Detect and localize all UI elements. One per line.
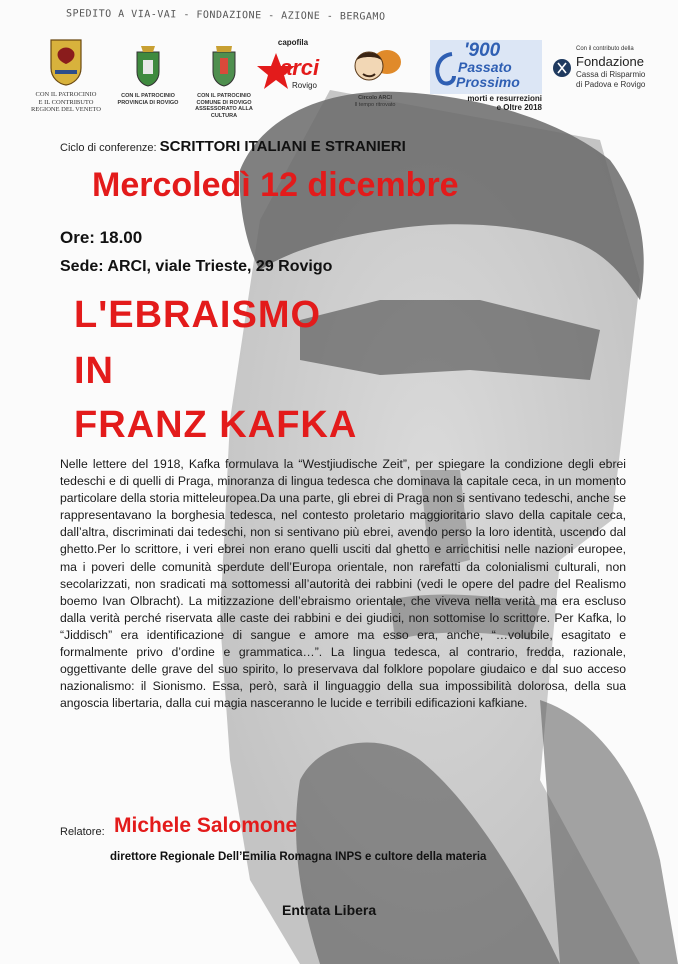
logo-fondazione [552,46,674,92]
logo-caption-provincia-1: CON IL PATROCINIO [121,93,175,99]
city-crest-icon [209,44,239,88]
event-venue: Sede: ARCI, viale Trieste, 29 Rovigo [60,258,333,275]
arci-capofila: capofila [277,38,309,47]
logo-caption-circolo-2: Il tempo ritrovato [354,101,396,108]
logo-comune [186,44,262,119]
fondazione-sub1: Cassa di Risparmio [576,70,646,79]
logo-novecento [430,40,542,112]
logo-regione-veneto [22,38,110,114]
event-time: Ore: 18.00 [60,228,143,247]
logo-caption-comune-2: COMUNE DI ROVIGO [196,99,252,106]
fondazione-name: Fondazione [576,54,644,69]
admission-note: Entrata Libera [282,902,377,918]
lion-crest-icon [49,38,83,86]
logo-circolo [338,44,412,108]
novecento-sub2: e Oltre 2018 [496,103,542,112]
logo-caption-comune-1: CON IL PATROCINIO [197,93,251,99]
logo-arci [256,38,330,93]
novecento-passato: Passato [458,59,512,75]
arci-city: Rovigo [292,81,317,90]
logo-caption-veneto-3: REGIONE DEL VENETO [31,106,101,113]
proust-portrait-icon [347,44,403,90]
novecento-900: '900 [464,40,501,61]
title-line-1: L'EBRAISMO [74,294,322,336]
novecento-sub1: morti e resurrezioni [467,94,542,103]
logo-provincia [110,44,186,106]
fondazione-mark-icon [552,58,572,78]
event-date: Mercoledì 12 dicembre [92,166,459,204]
lecture-description: Nelle lettere del 1918, Kafka formulava la “Westjiudische Zeit”, per spiegare la condizione degli ebrei tedeschi e di quelli di Praga, minoranza di lingua tedesca che dominava la capitale ceca, in un momento particolare della storia mitteleuropea.Da una parte, gli ebrei di Praga non si sentivano tedeschi, anche se rappresentavano la borghesia tedesca, nel contesto proletario maggioritario slavo della capitale ceca, dall’altra, discriminati dai tedeschi, non si sentivano più ebrei, avendo perso la loro identità, uscendo dal ghetto.Per lo scrittore, i veri ebrei non erano quelli usciti dal ghetto e arricchitisi nelle nazioni europee, ma i poveri delle comunità sperdute dell’Europa orientale, non rarefatti da colonialismi culturali, non secolarizzati, non sradicati ma sottomessi all’autorità dei rabbini (vedi le opere del padre del Realismo boemo Ivan Olbracht). La mitizzazione dell’ebraismo orientale, che viveva nella verità ma era escluso dalla verità perché riservata alle caste dei rabbini e dei giudici, non sottomise lo scrittore. Per Kafka, lo “Jiddisch” era identificazione di sangue e amore ma esso era, anche, “…volubile, esagitato e formalmente privo d’ordine e grammatica…”. La lingua tedesca, al contrario, fredda, razionale, oggettivante delle grave del suo spirito, lo preservava dal folklore popolare giudaico e dal suo acceso nazionalismo: il Sionismo. Essa, però, sarà il linguaggio della sua impossibilità dolorosa, della sua angoscia libertaria, dalla cui magia nasceranno le lucide e terribili edificazioni kafkiane. [60,457,626,711]
fondazione-top: Con il contributo della [576,46,634,52]
cycle-name: SCRITTORI ITALIANI E STRANIERI [159,138,406,155]
logo-caption-comune-3: ASSESSORATO ALLA CULTURA [195,106,253,119]
province-crest-icon [133,44,163,88]
logo-caption-veneto-1: CON IL PATROCINIO [35,91,97,98]
speaker-name: Michele Salomone [114,814,298,837]
novecento-prossimo: Prossimo [456,74,520,90]
swirl-icon [432,48,458,88]
logo-caption-veneto-2: E IL CONTRIBUTO [38,98,94,106]
speaker-label: Relatore: [60,826,105,838]
title-line-2: IN [74,350,114,392]
logo-caption-circolo-1: Circolo ARCI [358,95,392,101]
sponsor-logos [0,36,678,126]
logo-caption-provincia-2: PROVINCIA DI ROVIGO [117,99,179,106]
cycle-label: Ciclo di conferenze: [60,142,157,154]
speaker-role: direttore Regionale Dell’Emilia Romagna INPS e cultore della materia [110,851,487,863]
conference-cycle [60,138,406,155]
handwritten-note: SPEDITO A VIA-VAI - FONDAZIONE - AZIONE - BERGAMO [65,8,386,23]
fondazione-sub2: di Padova e Rovigo [576,80,646,89]
title-line-3: FRANZ KAFKA [74,404,358,446]
arci-name: arci [280,55,320,80]
